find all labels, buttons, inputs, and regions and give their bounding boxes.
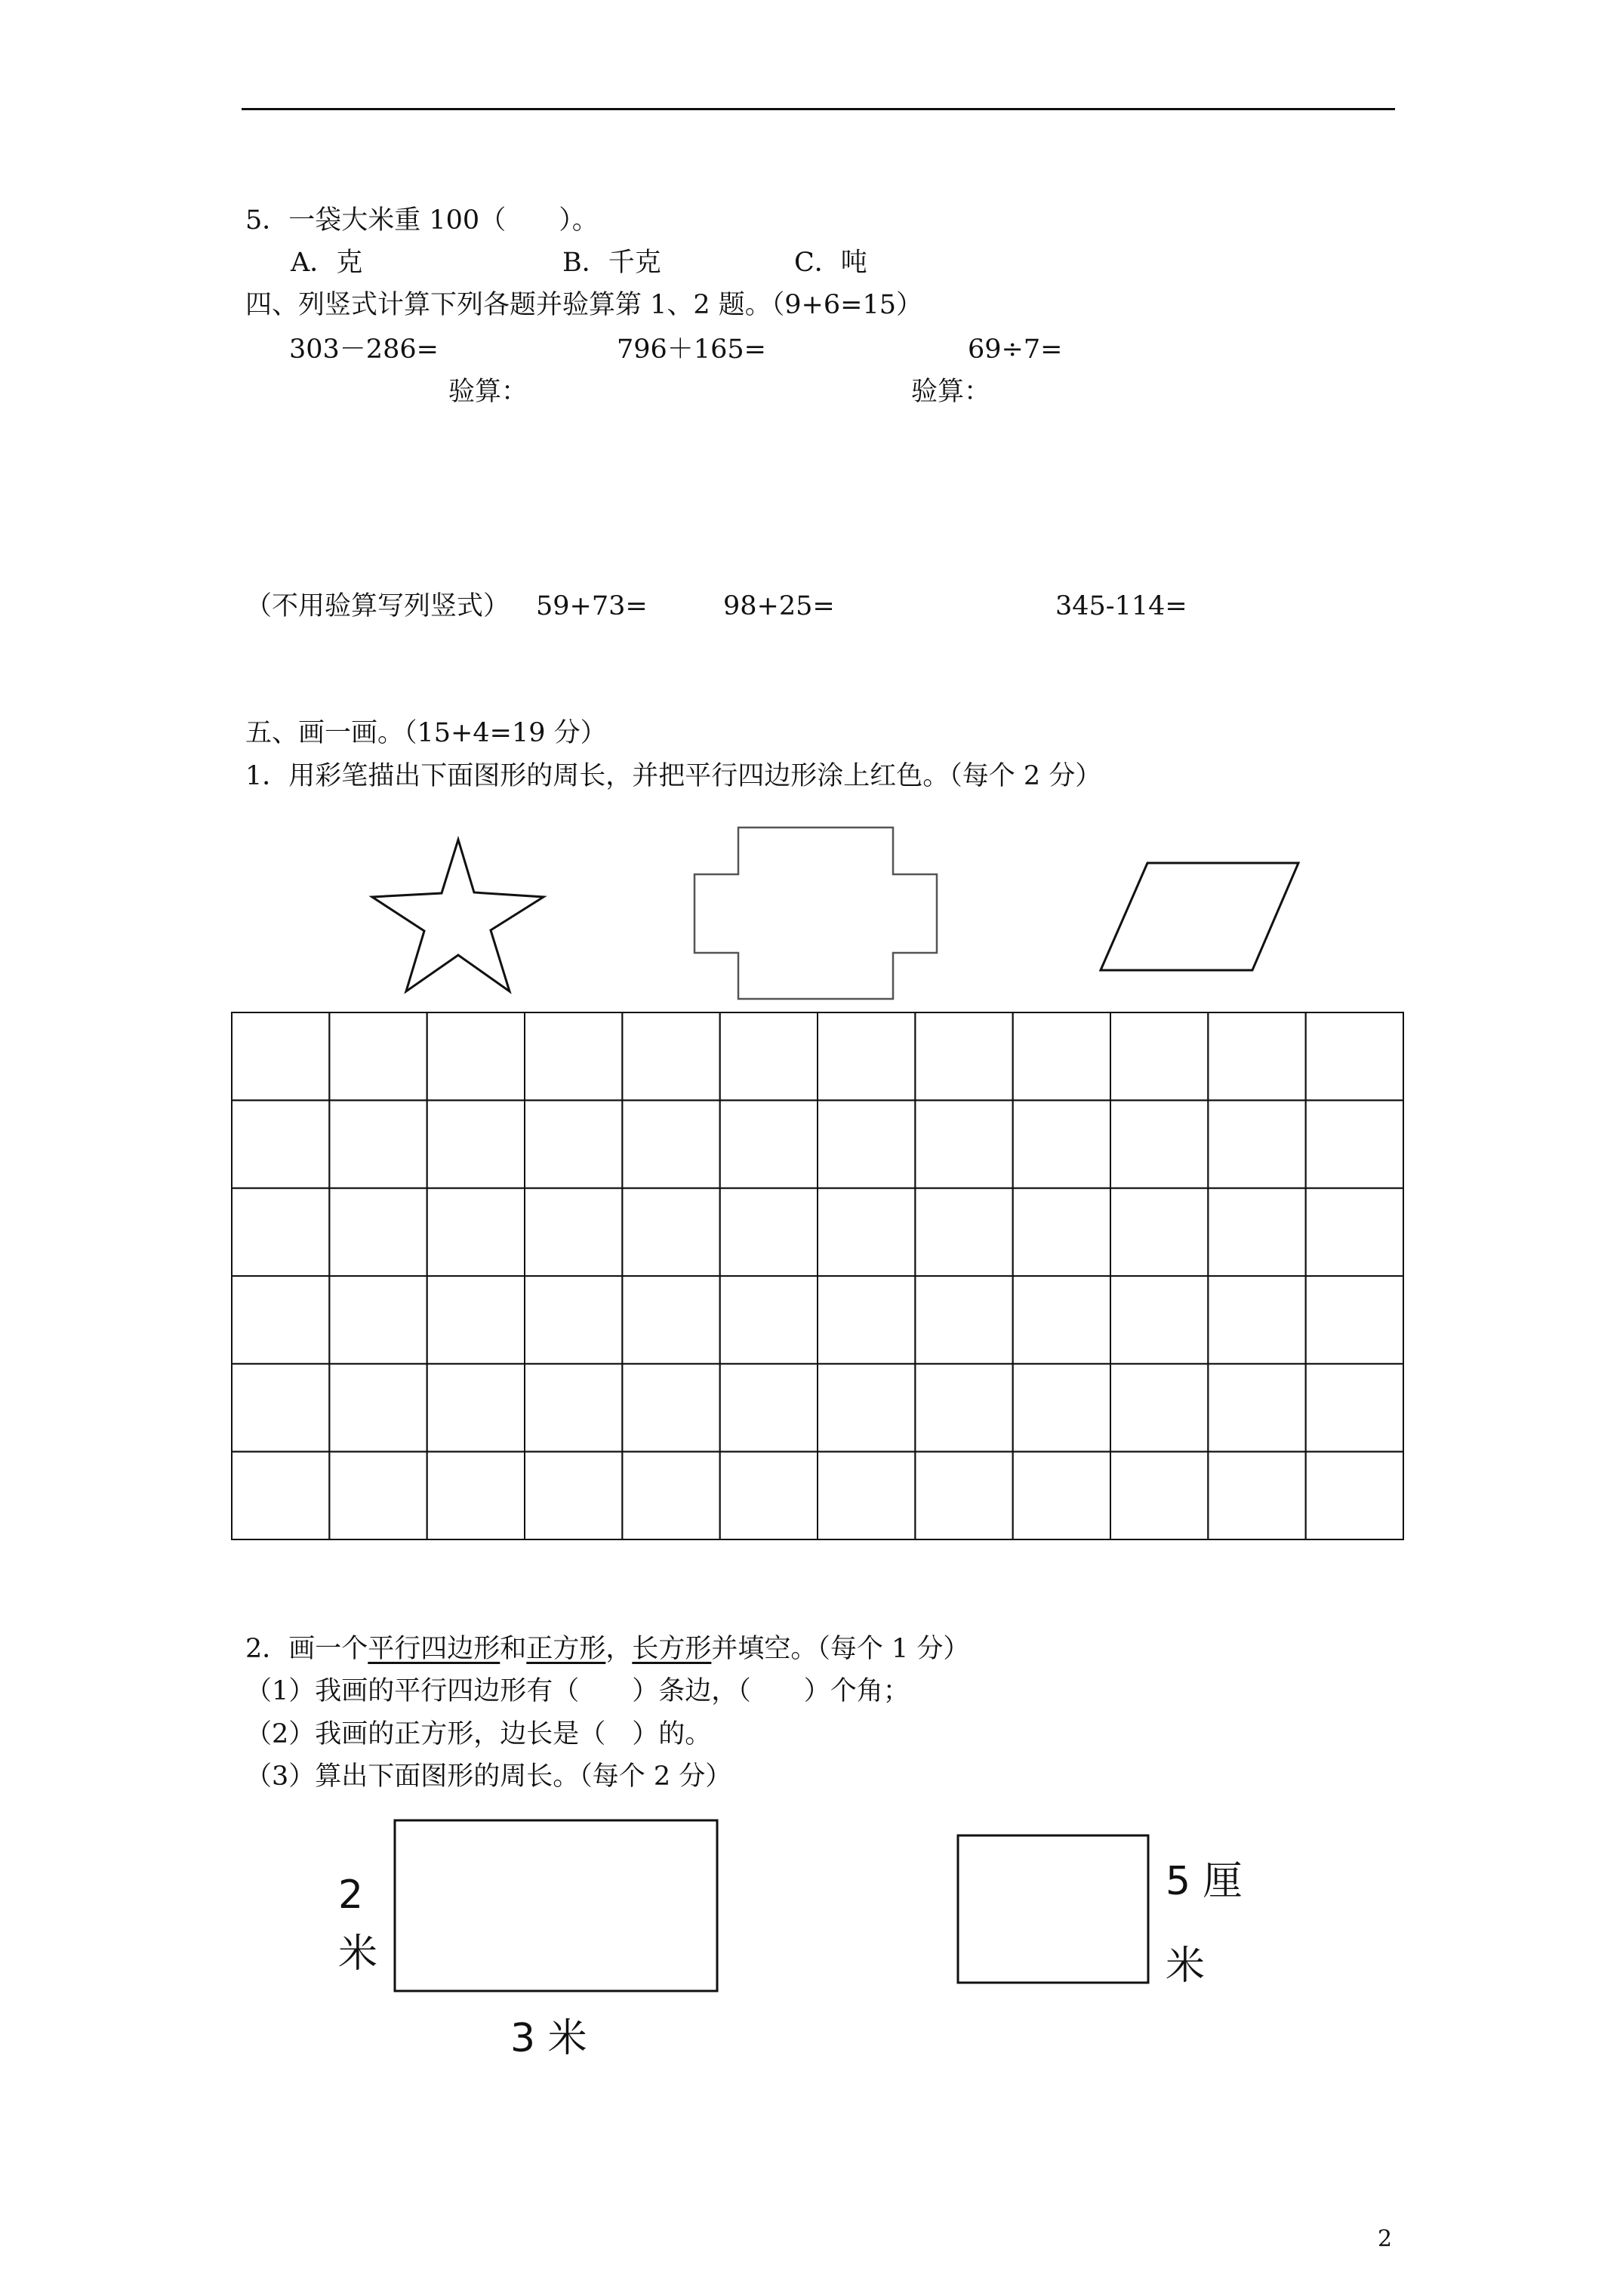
grid-cell xyxy=(915,1100,1012,1188)
grid-cell xyxy=(427,1100,525,1188)
grid-cell xyxy=(329,1276,427,1364)
rect1-bottom-label: 3 米 xyxy=(510,2016,587,2061)
grid-cell xyxy=(818,1012,915,1100)
grid-cell xyxy=(622,1188,719,1276)
grid-cell xyxy=(720,1452,818,1539)
grid-cell xyxy=(915,1364,1012,1451)
no-check-note: （不用验算写列竖式） xyxy=(245,591,510,621)
grid-cell xyxy=(1110,1188,1208,1276)
rect1-side-top: 2 xyxy=(338,1872,364,1918)
grid-cell xyxy=(1208,1364,1305,1451)
q2-rectangle: 长方形 xyxy=(632,1634,712,1664)
grid-cell xyxy=(427,1188,525,1276)
grid-cell xyxy=(1110,1012,1208,1100)
grid-cell xyxy=(525,1276,622,1364)
grid-cell xyxy=(1110,1100,1208,1188)
grid-cell xyxy=(720,1012,818,1100)
section5-q2 xyxy=(245,1634,969,1664)
grid-cell xyxy=(915,1012,1012,1100)
section5-title: 五、画一画。（15+4=19 分） xyxy=(245,718,607,748)
grid-cell xyxy=(1013,1188,1110,1276)
star-shape xyxy=(372,840,544,991)
grid-cell xyxy=(1208,1276,1305,1364)
grid-cell xyxy=(427,1364,525,1451)
grid-cell xyxy=(1306,1100,1403,1188)
grid-cell xyxy=(1110,1364,1208,1451)
section5-q1: 1．用彩笔描出下面图形的周长，并把平行四边形涂上红色。（每个 2 分） xyxy=(245,761,1102,791)
grid-cell xyxy=(232,1012,329,1100)
grid-cell xyxy=(915,1188,1012,1276)
grid-cell xyxy=(1208,1100,1305,1188)
q2-prefix: 2．画一个 xyxy=(245,1634,368,1664)
grid-cell xyxy=(622,1364,719,1451)
q5-option-b: B．千克 xyxy=(562,248,661,278)
calc-3: 69÷7= xyxy=(968,334,1063,365)
square-grid xyxy=(232,1012,1403,1539)
calc-4: 59+73= xyxy=(536,591,648,621)
check-label-2: 验算： xyxy=(911,377,991,407)
check-label-1: 验算： xyxy=(448,377,528,407)
grid-cell xyxy=(232,1452,329,1539)
grid-cell xyxy=(1208,1012,1305,1100)
grid-cell xyxy=(525,1012,622,1100)
cross-shape xyxy=(694,827,937,999)
q2-comma: ， xyxy=(605,1634,633,1664)
q2-square: 正方形 xyxy=(526,1634,606,1664)
grid-cell xyxy=(525,1188,622,1276)
grid-cell xyxy=(622,1100,719,1188)
grid-cell xyxy=(818,1452,915,1539)
q2-suffix: 并填空。（每个 1 分） xyxy=(711,1634,970,1664)
grid-cell xyxy=(1306,1012,1403,1100)
q2-and: 和 xyxy=(500,1634,527,1664)
grid-cell xyxy=(329,1188,427,1276)
rectangle-shape xyxy=(395,1820,717,1991)
grid-cell xyxy=(1110,1452,1208,1539)
grid-cell xyxy=(329,1452,427,1539)
grid-cell xyxy=(818,1364,915,1451)
grid-cell xyxy=(622,1452,719,1539)
grid-cell xyxy=(232,1364,329,1451)
calc-1: 303－286= xyxy=(289,334,439,365)
q5-option-a: A．克 xyxy=(291,248,363,278)
grid-cell xyxy=(818,1276,915,1364)
rect1-side-bottom: 米 xyxy=(338,1931,378,1977)
parallelogram-shape xyxy=(1101,863,1298,970)
grid-cell xyxy=(427,1276,525,1364)
page-number: 2 xyxy=(1378,2226,1393,2252)
grid-cell xyxy=(232,1188,329,1276)
square-shape xyxy=(958,1835,1148,1983)
grid-cell xyxy=(525,1100,622,1188)
grid-cell xyxy=(1306,1188,1403,1276)
q2-parallelogram: 平行四边形 xyxy=(368,1634,500,1664)
grid-cell xyxy=(915,1276,1012,1364)
q5-option-c: C．吨 xyxy=(794,248,867,278)
grid-cell xyxy=(329,1012,427,1100)
grid-cell xyxy=(1306,1364,1403,1451)
calc-6: 345-114= xyxy=(1055,591,1187,621)
grid-cell xyxy=(1208,1188,1305,1276)
calc-2: 796＋165= xyxy=(617,334,766,365)
q2-sub2: （2）我画的正方形，边长是（ ）的。 xyxy=(245,1719,712,1749)
grid-cell xyxy=(720,1364,818,1451)
calc-5: 98+25= xyxy=(723,591,835,621)
grid-cell xyxy=(1110,1276,1208,1364)
grid-cell xyxy=(329,1100,427,1188)
grid-cell xyxy=(1306,1276,1403,1364)
rect2-side-bottom: 米 xyxy=(1166,1943,1206,1989)
grid-cell xyxy=(232,1100,329,1188)
grid-cell xyxy=(427,1452,525,1539)
grid-cell xyxy=(1013,1364,1110,1451)
q2-sub3: （3）算出下面图形的周长。（每个 2 分） xyxy=(245,1761,732,1792)
grid-cell xyxy=(1013,1452,1110,1539)
grid-cell xyxy=(1013,1100,1110,1188)
section4-title: 四、列竖式计算下列各题并验算第 1、2 题。（9+6=15） xyxy=(245,290,923,320)
grid-cell xyxy=(720,1276,818,1364)
grid-cell xyxy=(1306,1452,1403,1539)
grid-cell xyxy=(1013,1012,1110,1100)
rect2-side-top: 5 厘 xyxy=(1166,1859,1243,1904)
grid-cell xyxy=(818,1100,915,1188)
grid-cell xyxy=(818,1188,915,1276)
grid-cell xyxy=(1208,1452,1305,1539)
grid-cell xyxy=(915,1452,1012,1539)
grid-cell xyxy=(329,1364,427,1451)
grid-cell xyxy=(720,1100,818,1188)
grid-cell xyxy=(525,1452,622,1539)
grid-cell xyxy=(622,1012,719,1100)
grid-cell xyxy=(525,1364,622,1451)
grid-cell xyxy=(232,1276,329,1364)
q2-sub1: （1）我画的平行四边形有（ ）条边，（ ）个角； xyxy=(245,1676,910,1706)
grid-cell xyxy=(720,1188,818,1276)
grid-cell xyxy=(1013,1276,1110,1364)
q5-question: 5．一袋大米重 100（ ）。 xyxy=(245,205,599,236)
grid-cell xyxy=(622,1276,719,1364)
grid-cell xyxy=(427,1012,525,1100)
